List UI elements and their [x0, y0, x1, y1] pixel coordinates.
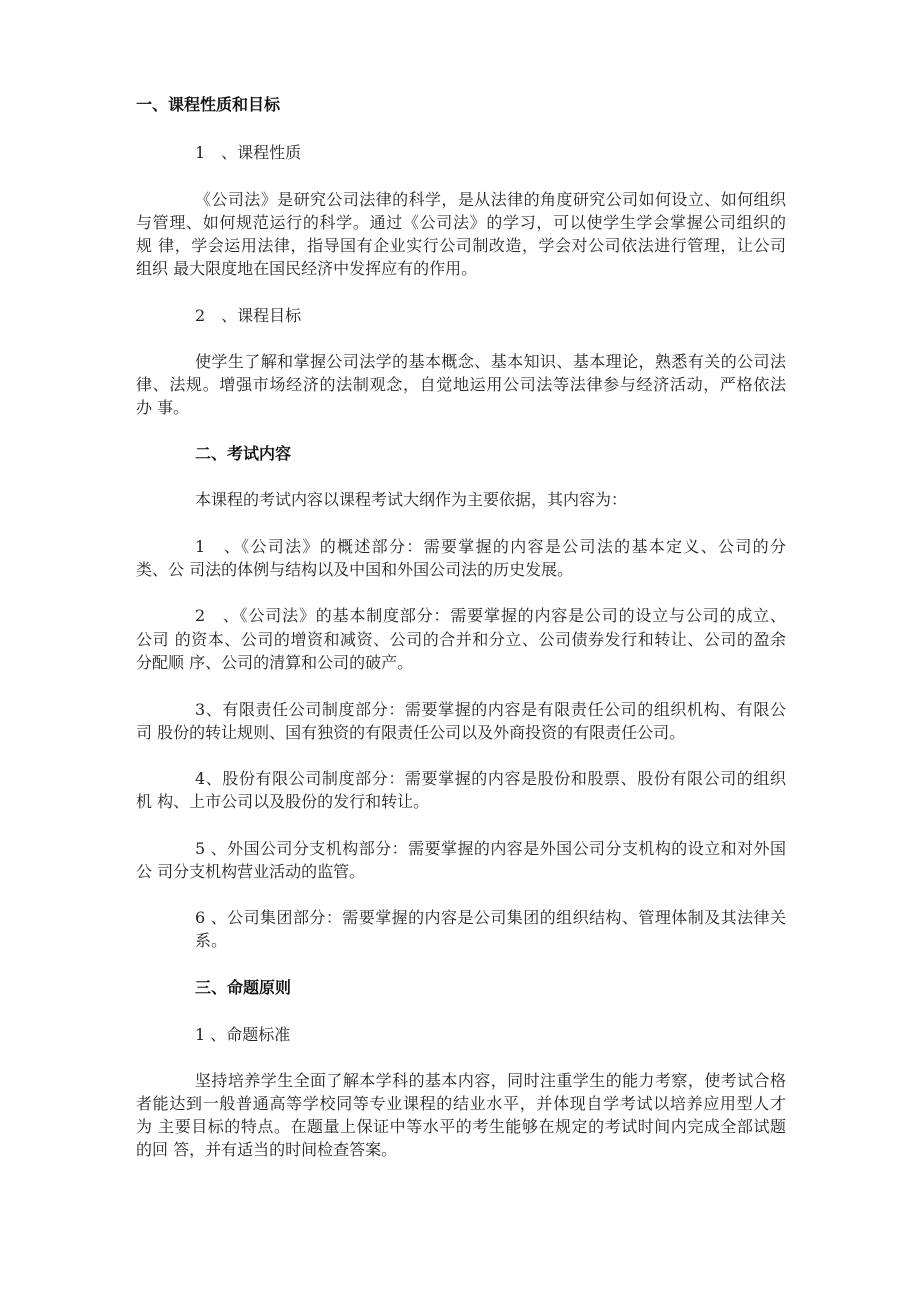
paragraph-line: 为 主要目标的特点。在题量上保证中等水平的考生能够在规定的考试时间内完成全部试题	[136, 1117, 786, 1136]
paragraph-line: 使学生了解和掌握公司法学的基本概念、基本知识、基本理论，熟悉有关的公司法	[195, 352, 786, 371]
list-item-line: 类、公 司法的体例与结构以及中国和外国公司法的历史发展。	[136, 560, 574, 579]
paragraph-line: 的回 答，并有适当的时间检查答案。	[136, 1140, 398, 1159]
paragraph-line: 组织 最大限度地在国民经济中发挥应有的作用。	[136, 259, 478, 278]
list-item-line: 司 股份的转让规则、国有独资的有限责任公司以及外商投资的有限责任公司。	[136, 723, 686, 742]
section-heading: 一、课程性质和目标	[136, 95, 281, 114]
list-item-line: 机 构、上市公司以及股份的发行和转让。	[136, 792, 430, 811]
list-item-line: 6 、公司集团部分：需要掌握的内容是公司集团的组织结构、管理体制及其法律关	[195, 908, 786, 927]
list-item-line: 4、股份有限公司制度部分：需要掌握的内容是股份和股票、股份有限公司的组织	[195, 769, 786, 788]
list-item-line: 分配顺 序、公司的清算和公司的破产。	[136, 653, 414, 672]
subheading: 1 、课程性质	[195, 143, 302, 162]
paragraph-line: 规 律，学会运用法律，指导国有企业实行公司制改造，学会对公司依法进行管理，让公司	[136, 236, 786, 255]
paragraph-line: 本课程的考试内容以课程考试大纲作为主要依据，其内容为：	[195, 490, 628, 509]
paragraph-line: 与管理、如何规范运行的科学。通过《公司法》的学习，可以使学生学会掌握公司组织的	[136, 213, 786, 232]
subheading: 2 、课程目标	[195, 306, 302, 325]
subheading: 1 、命题标准	[195, 1025, 291, 1044]
list-item-line: 3、有限责任公司制度部分：需要掌握的内容是有限责任公司的组织机构、有限公	[195, 700, 786, 719]
list-item-line: 公 司分支机构营业活动的监管。	[136, 862, 366, 881]
paragraph-line: 《公司法》是研究公司法律的科学，是从法律的角度研究公司如何设立、如何组织	[195, 190, 786, 209]
paragraph-line: 者能达到一般普通高等学校同等专业课程的结业水平，并体现自学考试以培养应用型人才	[136, 1094, 786, 1113]
paragraph-line: 办 事。	[136, 398, 190, 417]
list-item-line: 2 、《公司法》的基本制度部分：需要掌握的内容是公司的设立与公司的成立、	[195, 606, 786, 625]
list-item-line: 系。	[195, 931, 228, 950]
paragraph-line: 律、法规。增强市场经济的法制观念，自觉地运用公司法等法律参与经济活动，严格依法	[136, 375, 786, 394]
list-item-line: 1 、《公司法》的概述部分：需要掌握的内容是公司法的基本定义、公司的分	[195, 537, 786, 556]
section-heading: 二、考试内容	[195, 444, 292, 463]
list-item-line: 5 、外国公司分支机构部分：需要掌握的内容是外国公司分支机构的设立和对外国	[195, 839, 786, 858]
section-heading: 三、命题原则	[195, 978, 292, 997]
paragraph-line: 坚持培养学生全面了解本学科的基本内容，同时注重学生的能力考察，使考试合格	[195, 1071, 786, 1090]
list-item-line: 公司 的资本、公司的增资和减资、公司的合并和分立、公司债券发行和转让、公司的盈余	[136, 630, 786, 649]
